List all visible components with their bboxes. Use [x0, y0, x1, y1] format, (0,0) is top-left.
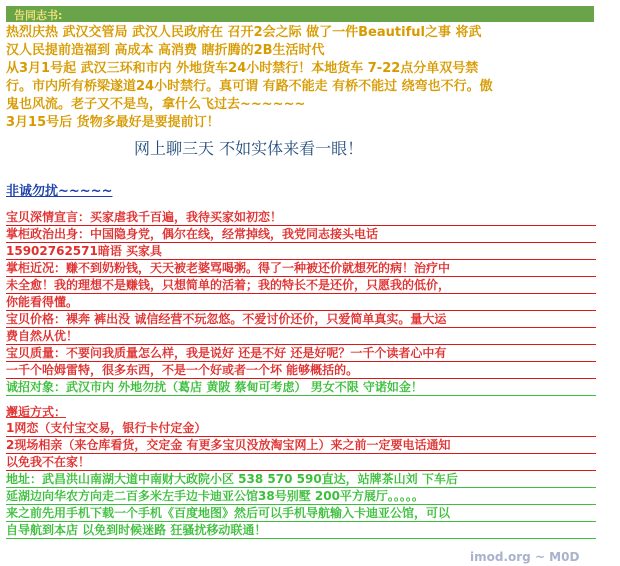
desc-line: 掌柜政治出身：中国隐身党，偶尔在线，经常掉线，我党同志接头电话: [6, 226, 596, 243]
contact-method-line: 以免我不在家！: [6, 454, 596, 471]
desc-line: 你能看得懂。: [6, 294, 596, 311]
address-line: 自导航到本店 以免到时候迷路 狂骚扰移动联通！: [6, 522, 596, 539]
contact-method-line: 1网恋（支付宝交易，银行卡付定金）: [6, 420, 596, 437]
no-nonsense-link[interactable]: 非诚勿扰~~~~~: [6, 184, 113, 199]
desc-line: 宝贝质量：不要问我质量怎么样，我是说好 还是不好 还是好呢？一千个读者心中有: [6, 345, 596, 362]
shop-description: [6, 209, 596, 539]
watermark: imod.org ~ M0D: [470, 550, 580, 564]
contact-method-line: 2现场相亲（来仓库看货，交定金 有更多宝贝没放淘宝网上）来之前一定要电话通知: [6, 437, 596, 454]
notice-label: 告同志书:: [14, 9, 63, 22]
section-title: 邂逅方式：: [6, 405, 67, 419]
desc-line: 掌柜近况：赚不到奶粉钱，天天被老婆骂喝粥。得了一种被还价就想死的病！治疗中: [6, 260, 596, 277]
address-line: 地址：武昌洪山南湖大道中南财大政院小区 538 570 590直达，站牌茶山刘 下车后: [6, 471, 596, 488]
desc-line: 未全愈！我的理想不是赚钱，只想简单的活着；我的特长不是还价，只愿我的低价，: [6, 277, 596, 294]
desc-line: 费自然从优！: [6, 328, 596, 345]
announcement-line-1: 热烈庆热 武汉交管局 武汉人民政府在 召开2会之际 做了一件Beautiful之事 将武: [6, 25, 482, 40]
desc-line: 宝贝深情宣言：买家虐我千百遍，我待买家如初恋！: [6, 209, 596, 226]
address-line: 来之前先用手机下载一个手机《百度地图》然后可以手机导航输入卡迪亚公馆，可以: [6, 505, 596, 522]
announcement-line-3: 从3月1号起 武汉三环和市内 外地货车24小时禁行！本地货车 7-22点分单双号禁: [6, 61, 479, 76]
announcement-line-4: 行。市内所有桥梁遂道24小时禁行。真可谓 有路不能走 有桥不能过 绕弯也不行。傲: [6, 79, 493, 94]
tagline: 网上聊三天 不如实体来看一眼！: [134, 139, 364, 158]
announcement-line-2: 汉人民提前造福到 高成本 高消费 瞎折腾的2B生活时代: [6, 43, 325, 58]
announcement-line-6: 3月15号后 货物多最好是要提前订！: [6, 115, 220, 130]
desc-line: 一千个哈姆雷特，很多东西，不是一个好或者一个坏 能够概括的。: [6, 362, 596, 379]
announcement-line-5: 鬼也风流。老子又不是鸟，拿什么飞过去~~~~~~: [6, 97, 306, 112]
target-customers-line: 诚招对象：武汉市内 外地勿扰（葛店 黄陂 蔡甸可考虑） 男女不限 守诺如金！: [6, 379, 596, 396]
spacer: [6, 396, 596, 404]
address-line: 延湖边向华农方向走二百多米左手边卡迪亚公馆38号别墅 200平方展厅。。。。。: [6, 488, 596, 505]
notice-banner: [6, 6, 594, 22]
desc-line: 15902762571暗语 买家具: [6, 243, 596, 260]
desc-line: 宝贝价格：裸奔 裤出没 诚信经营不玩忽悠。不爱讨价还价，只爱简单真实。量大运: [6, 311, 596, 328]
